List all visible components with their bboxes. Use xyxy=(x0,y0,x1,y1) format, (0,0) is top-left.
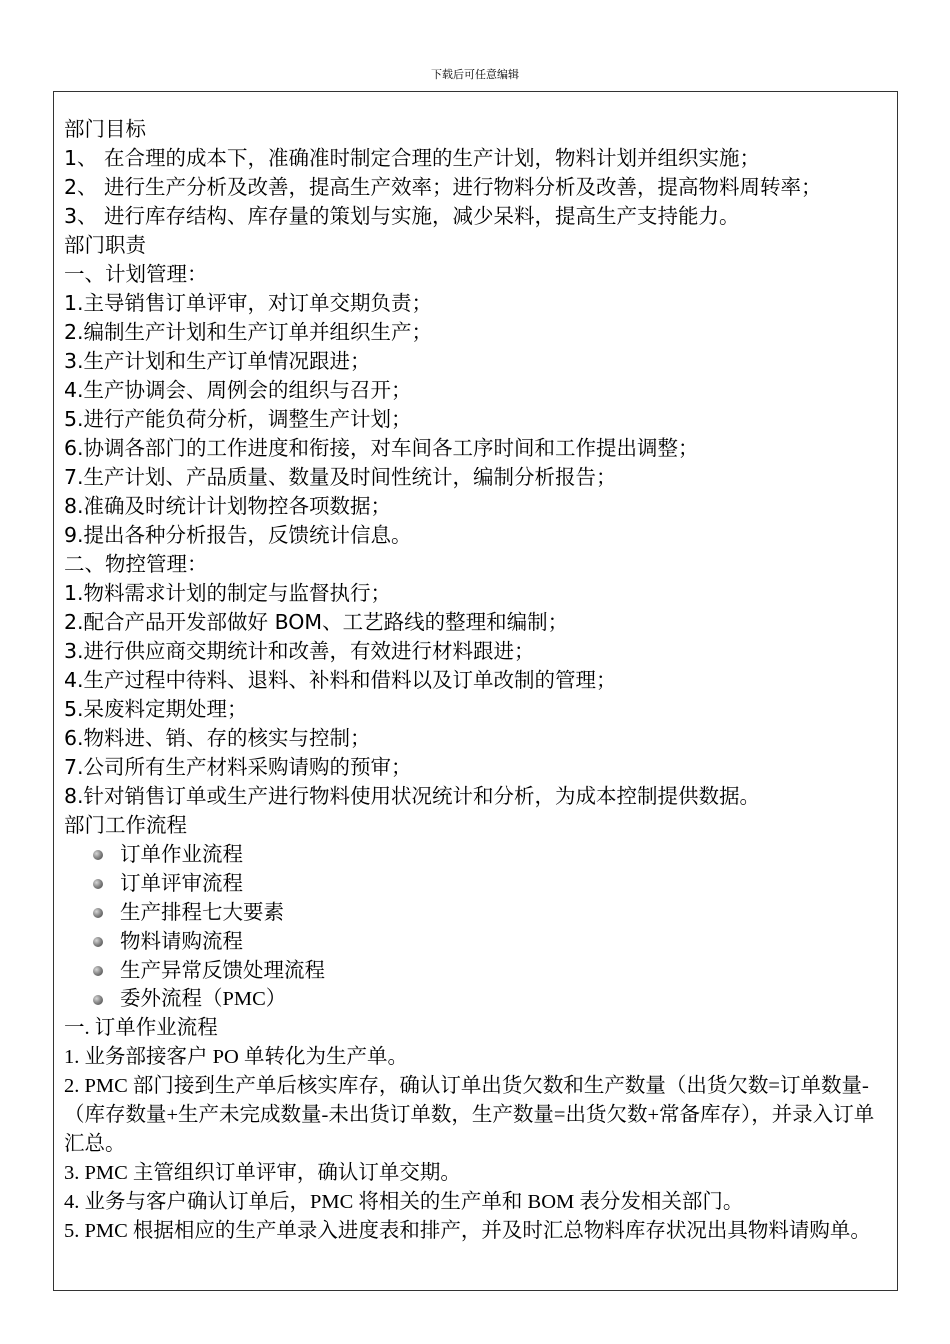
workflow-bullet-label: 生产异常反馈处理流程 xyxy=(120,958,325,982)
planning-item: 8.准确及时统计计划物控各项数据； xyxy=(64,494,392,518)
bullet-icon xyxy=(93,995,103,1005)
workflow-bullet-label: 委外流程（PMC） xyxy=(120,988,287,1010)
workflow-bullet-label: 物料请购流程 xyxy=(120,929,243,953)
bullet-icon xyxy=(93,850,103,860)
material-item: 1.物料需求计划的制定与监督执行； xyxy=(64,581,392,605)
material-item: 3.进行供应商交期统计和改善，有效进行材料跟进； xyxy=(64,639,535,663)
section-title-workflow: 部门工作流程 xyxy=(64,813,187,837)
bullet-icon xyxy=(93,908,103,918)
goal-item: 1、 在合理的成本下，准确准时制定合理的生产计划，物料计划并组织实施； xyxy=(64,146,761,170)
order-flow-item: 2. PMC 部门接到生产单后核实库存，确认订单出货欠数和生产数量（出货欠数=订单数量-（库存数量+生产未完成数量-未出货订单数，生产数量=出货欠数+常备库存），并录入订单汇总。 xyxy=(64,1075,875,1155)
planning-item: 4.生产协调会、周例会的组织与召开； xyxy=(64,378,412,402)
workflow-bullet-label: 订单评审流程 xyxy=(120,871,243,895)
planning-item: 2.编制生产计划和生产订单并组织生产； xyxy=(64,320,433,344)
planning-item: 5.进行产能负荷分析，调整生产计划； xyxy=(64,407,412,431)
workflow-bullet-item xyxy=(64,869,891,898)
material-item: 4.生产过程中待料、退料、补料和借料以及订单改制的管理； xyxy=(64,668,617,692)
workflow-bullet-item xyxy=(64,956,891,985)
section-title-order-flow: 一. 订单作业流程 xyxy=(64,1017,218,1039)
document-frame xyxy=(53,91,898,1291)
planning-item: 6.协调各部门的工作进度和衔接，对车间各工序时间和工作提出调整； xyxy=(64,436,699,460)
goal-item: 3、 进行库存结构、库存量的策划与实施，减少呆料，提高生产支持能力。 xyxy=(64,204,740,228)
workflow-bullet-item xyxy=(64,840,891,869)
subsection-title-material: 二、物控管理： xyxy=(64,552,208,576)
order-flow-item: 4. 业务与客户确认订单后，PMC 将相关的生产单和 BOM 表分发相关部门。 xyxy=(64,1191,744,1213)
workflow-bullet-item xyxy=(64,985,891,1014)
bullet-icon xyxy=(93,937,103,947)
order-flow-item: 1. 业务部接客户 PO 单转化为生产单。 xyxy=(64,1046,408,1068)
section-title-goals: 部门目标 xyxy=(64,117,146,141)
material-item: 8.针对销售订单或生产进行物料使用状况统计和分析，为成本控制提供数据。 xyxy=(64,784,761,808)
workflow-bullet-label: 生产排程七大要素 xyxy=(120,900,284,924)
planning-item: 1.主导销售订单评审，对订单交期负责； xyxy=(64,291,433,315)
material-item: 5.呆废料定期处理； xyxy=(64,697,248,721)
planning-item: 7.生产计划、产品质量、数量及时间性统计，编制分析报告； xyxy=(64,465,617,489)
page-header-note: 下载后可任意编辑 xyxy=(431,68,519,81)
bullet-icon xyxy=(93,966,103,976)
planning-item: 9.提出各种分析报告，反馈统计信息。 xyxy=(64,523,412,547)
subsection-title-planning: 一、计划管理： xyxy=(64,262,208,286)
workflow-bullet-item xyxy=(64,898,891,927)
planning-item: 3.生产计划和生产订单情况跟进； xyxy=(64,349,371,373)
order-flow-item: 3. PMC 主管组织订单评审，确认订单交期。 xyxy=(64,1162,461,1184)
workflow-bullet-label: 订单作业流程 xyxy=(120,842,243,866)
bullet-icon xyxy=(93,879,103,889)
section-title-duties: 部门职责 xyxy=(64,233,146,257)
goal-item: 2、 进行生产分析及改善，提高生产效率；进行物料分析及改善，提高物料周转率； xyxy=(64,175,822,199)
material-item: 2.配合产品开发部做好 BOM、工艺路线的整理和编制； xyxy=(64,610,569,634)
workflow-bullet-item xyxy=(64,927,891,956)
material-item: 6.物料进、销、存的核实与控制； xyxy=(64,726,371,750)
material-item: 7.公司所有生产材料采购请购的预审； xyxy=(64,755,412,779)
order-flow-item: 5. PMC 根据相应的生产单录入进度表和排产，并及时汇总物料库存状况出具物料请购单。 xyxy=(64,1220,871,1242)
document-content xyxy=(64,115,891,1246)
